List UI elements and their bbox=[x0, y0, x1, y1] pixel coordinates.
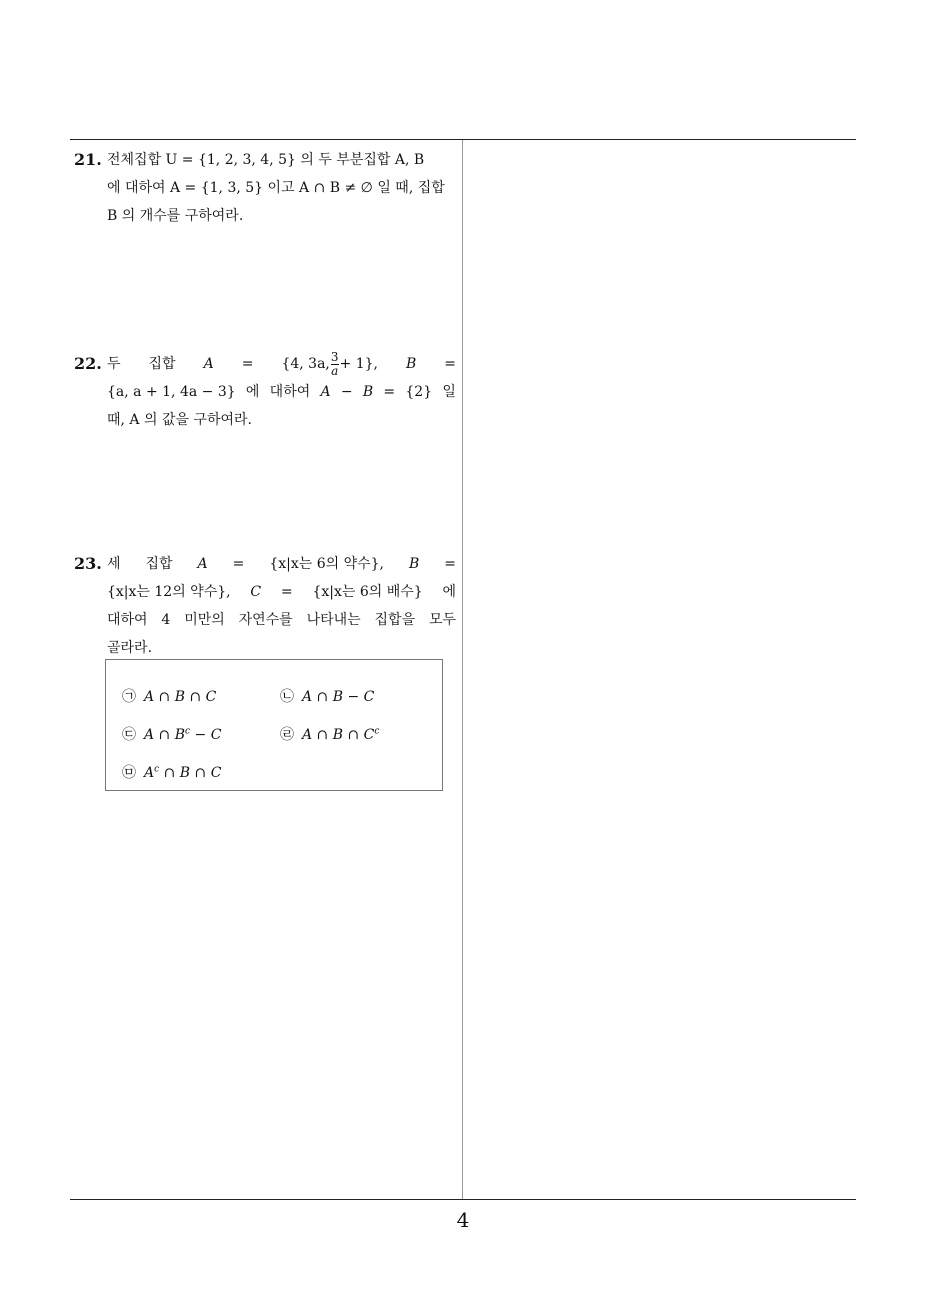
choice-marker: ㉤ bbox=[122, 765, 136, 781]
column-divider bbox=[462, 140, 463, 1200]
word: {x|x는 12의 약수}, bbox=[107, 584, 231, 600]
expr-part: − C bbox=[190, 727, 222, 743]
expr-part: A bbox=[144, 765, 155, 781]
word: B bbox=[362, 384, 374, 400]
problem-22 bbox=[74, 350, 456, 434]
choices-box bbox=[105, 659, 443, 791]
problem-text-line: 때, A 의 값을 구하여라. bbox=[107, 412, 253, 428]
word: 에 bbox=[245, 384, 260, 400]
word: − bbox=[340, 384, 353, 400]
word: {x|x는 6의 배수} bbox=[312, 584, 423, 600]
choice-5 bbox=[122, 762, 221, 782]
word: {x|x는 6의 약수}, bbox=[269, 556, 385, 572]
word: A bbox=[320, 384, 331, 400]
fraction-denominator: a bbox=[331, 363, 339, 378]
problem-text-line bbox=[107, 550, 456, 578]
word: C bbox=[250, 584, 262, 600]
word: 집합을 bbox=[374, 612, 416, 628]
problem-text-line: B 의 개수를 구하여라. bbox=[107, 208, 244, 224]
problem-text-line bbox=[107, 350, 456, 378]
fraction-numerator: 3 bbox=[330, 349, 339, 364]
word: B bbox=[405, 356, 417, 372]
word: 두 bbox=[107, 356, 121, 372]
expr-part: A ∩ B ∩ C bbox=[302, 727, 375, 743]
complement-superscript: c bbox=[154, 764, 160, 775]
problem-number: 21. bbox=[74, 150, 102, 169]
word: = bbox=[444, 356, 456, 372]
expr-part: ∩ B ∩ C bbox=[159, 765, 222, 781]
word: 집합 bbox=[148, 356, 176, 372]
choice-marker: ㉢ bbox=[122, 727, 136, 743]
word: = bbox=[232, 556, 245, 572]
word: = bbox=[444, 556, 456, 572]
word: 일 bbox=[442, 384, 456, 400]
word: A bbox=[197, 556, 208, 572]
problem-text-line: 전체집합 U = {1, 2, 3, 4, 5} 의 두 부분집합 A, B bbox=[107, 152, 425, 168]
problem-text-line bbox=[107, 578, 456, 606]
word: 세 bbox=[107, 556, 121, 572]
problem-text-line: 에 대하여 A = {1, 3, 5} 이고 A ∩ B ≠ ∅ 일 때, 집합 bbox=[107, 180, 445, 196]
choice-marker: ㉠ bbox=[122, 689, 136, 705]
expr-part: A ∩ B bbox=[144, 727, 186, 743]
page-number: 4 bbox=[456, 1208, 470, 1232]
problem-number: 22. bbox=[74, 354, 102, 373]
word: {2} bbox=[405, 384, 433, 400]
word: + 1}, bbox=[339, 356, 378, 372]
problem-text-line bbox=[107, 606, 456, 634]
word: 에 bbox=[442, 584, 456, 600]
word: {4, 3a, bbox=[281, 356, 330, 372]
word: = bbox=[280, 584, 293, 600]
choice-1 bbox=[122, 686, 216, 706]
word: = bbox=[383, 384, 396, 400]
problem-21 bbox=[74, 146, 456, 230]
choice-3 bbox=[122, 724, 221, 744]
word: 자연수를 bbox=[238, 612, 293, 628]
choice-expression bbox=[144, 765, 221, 781]
complement-superscript: c bbox=[185, 726, 191, 737]
problem-text-line: 골라라. bbox=[107, 640, 153, 656]
choice-2 bbox=[280, 686, 374, 706]
word: B bbox=[408, 556, 420, 572]
set-a-expression bbox=[281, 350, 378, 378]
choice-expression: A ∩ B ∩ C bbox=[144, 689, 217, 705]
choice-expression bbox=[144, 727, 221, 743]
word: 미만의 bbox=[184, 612, 225, 628]
problem-23 bbox=[74, 550, 456, 662]
problem-number: 23. bbox=[74, 554, 102, 573]
word: 모두 bbox=[428, 612, 456, 628]
choice-4 bbox=[280, 724, 379, 744]
problem-text-line bbox=[107, 378, 456, 406]
bottom-rule bbox=[70, 1199, 856, 1200]
choice-expression: A ∩ B − C bbox=[302, 689, 375, 705]
word: 나타내는 bbox=[306, 612, 361, 628]
choice-expression bbox=[302, 727, 379, 743]
choice-marker: ㉡ bbox=[280, 689, 294, 705]
word: {a, a + 1, 4a − 3} bbox=[107, 384, 236, 400]
word: A bbox=[203, 356, 214, 372]
fraction bbox=[331, 351, 339, 378]
choice-marker: ㉣ bbox=[280, 727, 294, 743]
word: 4 bbox=[161, 612, 171, 628]
word: = bbox=[241, 356, 254, 372]
word: 대하여 bbox=[269, 384, 311, 400]
top-rule bbox=[70, 139, 856, 140]
word: 집합 bbox=[145, 556, 173, 572]
complement-superscript: c bbox=[374, 726, 380, 737]
word: 대하여 bbox=[107, 612, 148, 628]
